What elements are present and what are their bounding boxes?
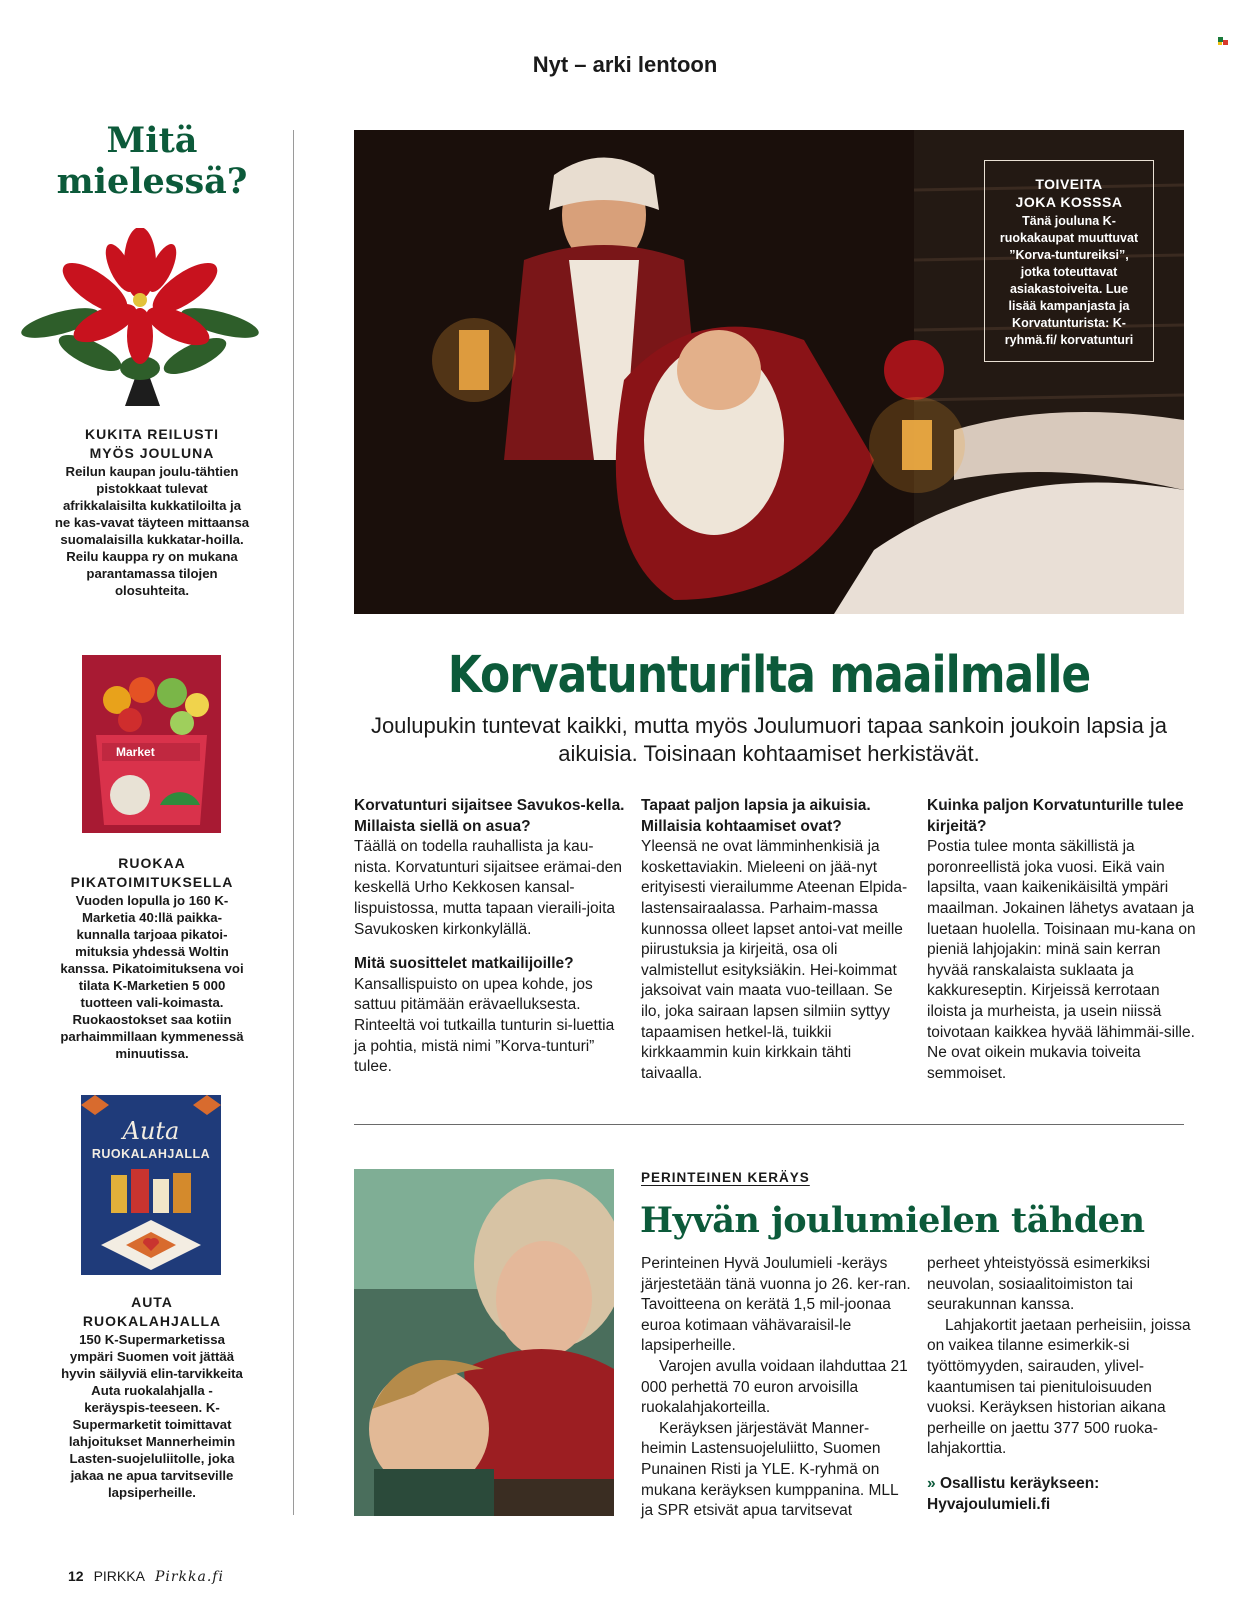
heading-line1: AUTA <box>131 1294 173 1310</box>
footer-site: Pirkka.fi <box>154 1569 224 1585</box>
sidebar-title <box>18 120 286 202</box>
sidebar-item-fairtrade <box>18 425 286 599</box>
paragraph: Keräyksen järjestävät Manner-heimin Lastensuojeluliitto, Suomen Punainen Risti ja YLE. K-ryhmä on mukana keräyksen kumppanina. MLL ja SPR etsivät apua tarvitsevat <box>641 1419 899 1520</box>
paragraph: Lahjakortit jaetaan perheisiin, joissa on vaikea tilanne esimerkik-si työttömyyden, sairauden, ylivel-kaantumisen tai pienituloisuuden vuoksi. Keräyksen historian aikana perheille on jaettu 377 500 ruoka-lahjakorttia. <box>927 1316 1191 1458</box>
sidebar-item-food-gift <box>18 1293 286 1501</box>
question: Tapaat paljon lapsia ja aikuisia. Millaisia kohtaamiset ovat? <box>641 797 871 835</box>
hero-info-title-line1: TOIVEITA <box>1035 176 1103 192</box>
sidebar-item-text: Reilun kaupan joulu-tähtien pistokkaat tulevat afrikkalaisilta kukkatiloilta ja ne kas-vavat täyteen mittaansa suomalaisilla kukkatar-hoilla. Reilu kauppa ry on mukana parantamassa tilojen olosuhteita. <box>54 464 250 598</box>
cta-block <box>927 1474 1199 1515</box>
sidebar-title-line2: mielessä? <box>56 161 248 202</box>
answer: Kansallispuisto on upea kohde, jos sattuu pitämään erävaelluksesta. Rinteeltä voi tutkailla tunturin si-luettia ja pohtia, mistä nimi ”Korva-tunturi” tulee. <box>354 975 615 1076</box>
question: Kuinka paljon Korvatunturille tulee kirjeitä? <box>927 797 1184 835</box>
article-column-2 <box>641 796 913 1098</box>
section-divider <box>354 1124 1184 1125</box>
magazine-name: PIRKKA <box>93 1568 145 1584</box>
cta-text: Osallistu keräykseen: <box>939 1474 1100 1492</box>
article-column-3 <box>927 796 1199 1098</box>
hero-photo-santa <box>354 130 1184 614</box>
heading-line1: RUOKAA <box>118 855 186 871</box>
question: Mitä suosittelet matkailijoille? <box>354 955 574 973</box>
hero-info-box <box>984 160 1154 362</box>
article-title: Korvatunturilta maailmalle <box>447 646 1091 705</box>
poinsettia-image <box>20 228 260 408</box>
page-footer <box>68 1568 224 1585</box>
market-logo: Market <box>116 745 155 759</box>
page-number: 12 <box>68 1568 84 1584</box>
hero-info-text: Tänä jouluna K-ruokakaupat muuttuvat ”Korva-tuntureiksi”, jotka toteuttavat asiakastoiveita. Lue lisää kampanjasta ja Korvatunturista: K-ryhmä.fi/ korvatunturi <box>999 214 1139 347</box>
sidebar-item-heading <box>18 425 286 463</box>
story-title: Hyvän joulumielen tähden <box>640 1200 1145 1241</box>
cta-link[interactable]: Hyvajoulumieli.fi <box>927 1495 1051 1513</box>
question: Korvatunturi sijaitsee Savukos-kella. Millaista siellä on asua? <box>354 797 625 835</box>
corner-color-mark <box>1218 32 1228 50</box>
grandmother-child-photo <box>354 1169 614 1516</box>
sidebar-item-text: Vuoden lopulla jo 160 K-Marketia 40:llä paikka-kunnalla tarjoaa pikatoi-mituksia yhdessä Woltin kanssa. Pikatoimituksena voi tilata K-Marketien 5 000 tuotteen vali-koimasta. Ruokaostokset saa kotiin parhaimmillaan kymmenessä minuutissa. <box>60 893 244 1061</box>
story-kicker: PERINTEINEN KERÄYS <box>641 1170 810 1185</box>
heading-line2: RUOKALAHJALLA <box>82 1313 222 1329</box>
article-column-1 <box>354 796 626 1092</box>
sidebar-item-heading <box>18 1293 286 1331</box>
sidebar-item-delivery <box>18 854 286 1062</box>
paragraph: Perinteinen Hyvä Joulumieli -keräys järjestetään tänä vuonna jo 26. ker-ran. Tavoitteena on kerätä 1,5 mil-joonaa euroa kotimaan vähävaraisil-le lapsiperheille. <box>641 1255 911 1355</box>
section-heading: Nyt – arki lentoon <box>532 52 718 77</box>
food-gift-image <box>81 1095 221 1275</box>
paragraph: perheet yhteistyössä esimerkiksi neuvolan, sosiaalitoimiston tai seurakunnan kanssa. <box>927 1255 1151 1314</box>
story-column-1 <box>641 1254 913 1522</box>
heading-line1: KUKITA REILUSTI <box>85 426 219 442</box>
cta-arrow-icon: » <box>927 1474 936 1492</box>
answer: Täällä on todella rauhallista ja kau-nista. Korvatunturi sijaitsee erämai-den keskellä Urho Kekkosen kansal-lispuistossa, mutta tapaan vieraili-joita Savukosken kirkonkylällä. <box>354 838 622 938</box>
sidebar <box>18 120 286 202</box>
food-gift-caption: RUOKALAHJALLA <box>91 1147 211 1161</box>
answer: Yleensä ne ovat lämminhenkisiä ja koskettaviakin. Mieleeni on jää-nyt erityisesti vierailumme Ateenan Elpida-lastensairaalassa. Parhaim-massa kunnossa olleet lapset antoi-vat meille piirustuksia ja kirjeitä, osa oli valmistellut esityksiäkin. Hei-koimmat jaksoivat vain maata vuo-teillaan. Se ilo, joka sairaan lapsen silmiin syttyy tapaamisen hetkel-lä, tuikkii kirkkaammin kuin kirkkain tähti taivaalla. <box>641 838 908 1082</box>
answer: Postia tulee monta säkillistä ja poronreellistä joka vuosi. Eikä vain lapsilta, vaan kaikenikäisiltä ympäri maailman. Jokainen lähetys avataan ja luetaan huolella. Toisinaan mu-kana on pieniä lahjojakin: minä sain kerran hyvää ranskalaista suklaata ja kakkureseptin. Kirjeissä kerrotaan iloista ja murheista, ja usein niissä toivotaan kaikkea hyvää lähimmäi-sille. Ne ovat oikein mukavia toiveita semmoiset. <box>927 838 1196 1082</box>
food-gift-script: Auta <box>122 1117 180 1145</box>
market-basket-image <box>82 655 221 833</box>
heading-line2: MYÖS JOULUNA <box>89 445 215 461</box>
sidebar-divider <box>293 130 294 1515</box>
heading-line2: PIKATOIMITUKSELLA <box>70 874 234 890</box>
sidebar-title-line1: Mitä <box>106 120 198 161</box>
article-lead: Joulupukin tuntevat kaikki, mutta myös Joulumuori tapaa sankoin joukoin lapsia ja aikuisia. Toisinaan kohtaamiset herkistävät. <box>370 713 1168 766</box>
story-column-2 <box>927 1254 1199 1515</box>
paragraph: Varojen avulla voidaan ilahduttaa 21 000 perhettä 70 euron arvoisilla ruokalahjakorteilla. <box>641 1357 908 1417</box>
hero-info-title-line2: JOKA KOSSSA <box>1015 194 1123 210</box>
hero-info-title <box>995 175 1143 211</box>
sidebar-item-heading <box>18 854 286 892</box>
sidebar-item-text: 150 K-Supermarketissa ympäri Suomen voit jättää hyvin säilyviä elin-tarvikkeita Auta ruokalahjalla -keräyspis-teeseen. K-Supermarketit toimittavat lahjoitukset Mannerheimin Lasten-suojeluliitolle, joka jakaa ne apua tarvitseville lapsiperheille. <box>61 1332 243 1500</box>
